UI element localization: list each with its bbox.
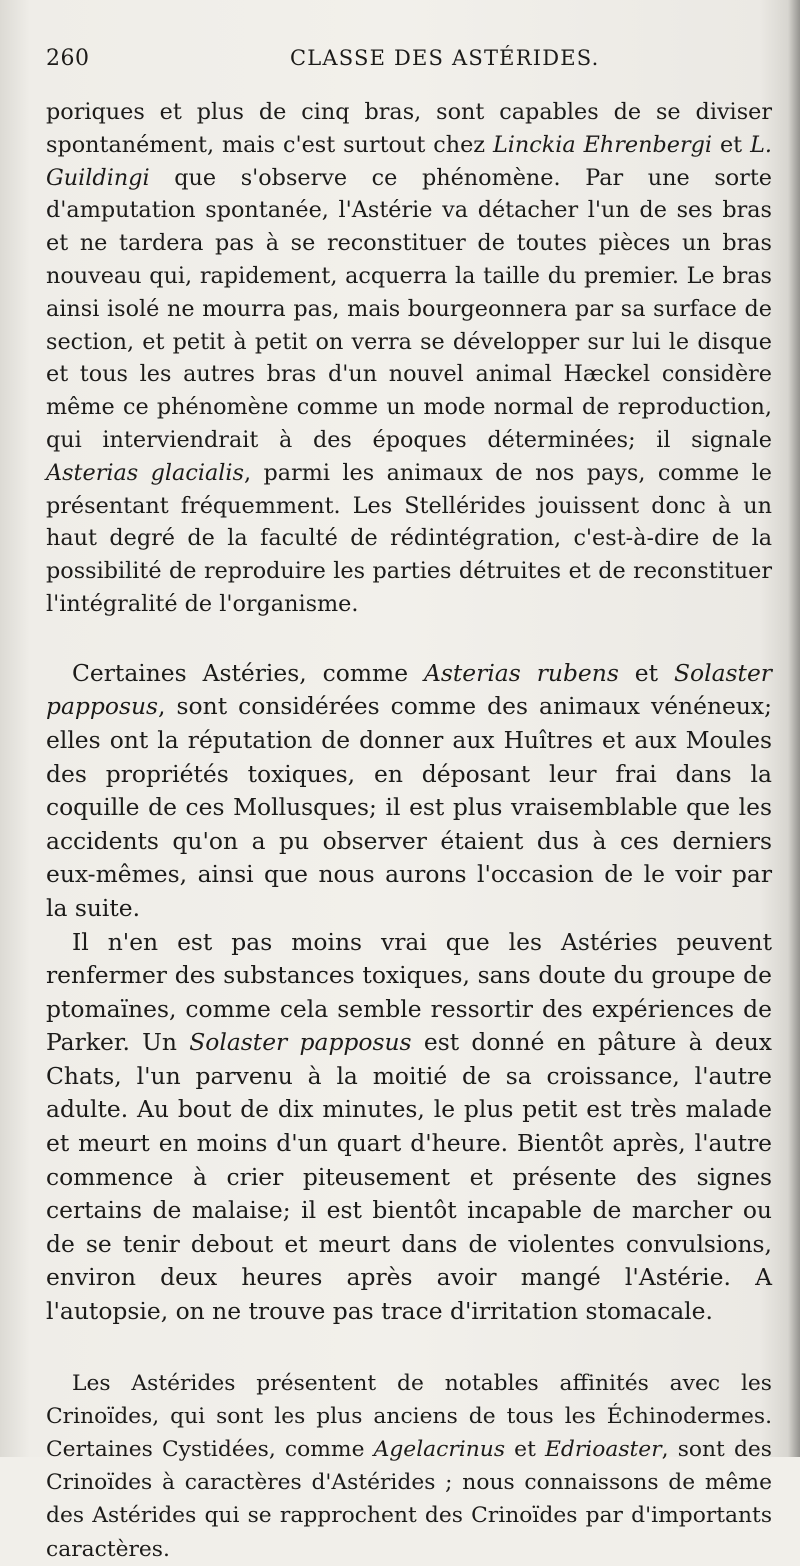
paragraph-1 [46, 96, 772, 621]
paragraph-1-text: , parmi les animaux de nos pays, comme le présentant fréquemment. Les Stellérides jouissent donc à un haut degré de la faculté de rédintégration, c'est-à-dire de la possibilité de reproduire les parties détruites et de reconstituer l'intégralité de l'organisme. [46, 459, 772, 617]
paragraph-3-text: est donné en pâture à deux Chats, l'un parvenu à la moitié de sa croissance, l'autre adulte. Au bout de dix minutes, le plus petit est très malade et meurt en moins d'un quart d'heure. Bientôt après, l'autre commence à crier piteusement et présente des signes certains de malaise; il est bientôt incapable de marcher ou de se tenir debout et meurt dans de violentes convulsions, environ deux heures après avoir mangé l'Astérie. A l'autopsie, on ne trouve pas trace d'irritation stomacale. [46, 1028, 772, 1326]
paragraph-4-text: et [505, 1437, 545, 1463]
paragraph-4 [46, 1367, 772, 1566]
paragraph-2 [46, 657, 772, 926]
species-name: L. Guildingi [46, 131, 772, 191]
paragraph-3 [46, 926, 772, 1329]
paragraph-2-text: , sont considérées comme des animaux vénéneux; elles ont la réputation de donner aux Huîtres et aux Moules des propriétés toxiques, en déposant leur frai dans la coquille de ces Mollusques; il est plus vraisemblable que les accidents qu'on a pu observer étaient dus à ces derniers eux-mêmes, ainsi que nous aurons l'occasion de le voir par la suite. [46, 692, 772, 922]
genus-name: Edrioaster [544, 1437, 662, 1463]
genus-name: Agelacrinus [373, 1437, 506, 1463]
species-name: Asterias glacialis [46, 459, 244, 486]
paragraph-1-text: poriques et plus de cinq bras, sont capables de se diviser spontanément, mais c'est surtout chez [46, 99, 772, 158]
species-name: Asterias rubens [424, 658, 619, 687]
page-number: 260 [46, 46, 90, 71]
species-name: Linckia Ehrenbergi [492, 131, 713, 158]
paragraph-2-text: et [618, 658, 675, 687]
page-header [46, 46, 770, 82]
paragraph-2-text: Certaines Astéries, comme [72, 658, 424, 687]
paragraph-1-text: et [712, 131, 751, 158]
paragraph-4-text: , sont des Crinoïdes à caractères d'Astérides ; nous connaissons de même des Astérides qui se rapprochent des Crinoïdes par d'importants caractères. [46, 1437, 772, 1562]
body-text [46, 96, 772, 1566]
species-name: Solaster papposus [189, 1028, 412, 1057]
running-title: CLASSE DES ASTÉRIDES. [290, 46, 600, 70]
species-name: Solaster papposus [46, 658, 772, 721]
paragraph-4-text: Les Astérides présentent de notables affinités avec les Crinoïdes, qui sont les plus anciens de tous les Échinodermes. Certaines Cystidées, comme [46, 1370, 772, 1463]
paragraph-3-text: Il n'en est pas moins vrai que les Astéries peuvent renfermer des substances toxiques, sans doute du groupe de ptomaïnes, comme cela semble ressortir des expériences de Parker. Un [46, 927, 772, 1057]
page-edge-shadow [788, 0, 800, 1457]
paragraph-1-text: que s'observe ce phénomène. Par une sorte d'amputation spontanée, l'Astérie va détacher l'un de ses bras et ne tardera pas à se reconstituer de toutes pièces un bras nouveau qui, rapidement, acquerra la taille du premier. Le bras ainsi isolé ne mourra pas, mais bourgeonnera par sa surface de section, et petit à petit on verra se développer sur lui le disque et tous les autres bras d'un nouvel animal Hæckel considère même ce phénomène comme un mode normal de reproduction, qui interviendrait à des époques déterminées; il signale [46, 164, 772, 453]
